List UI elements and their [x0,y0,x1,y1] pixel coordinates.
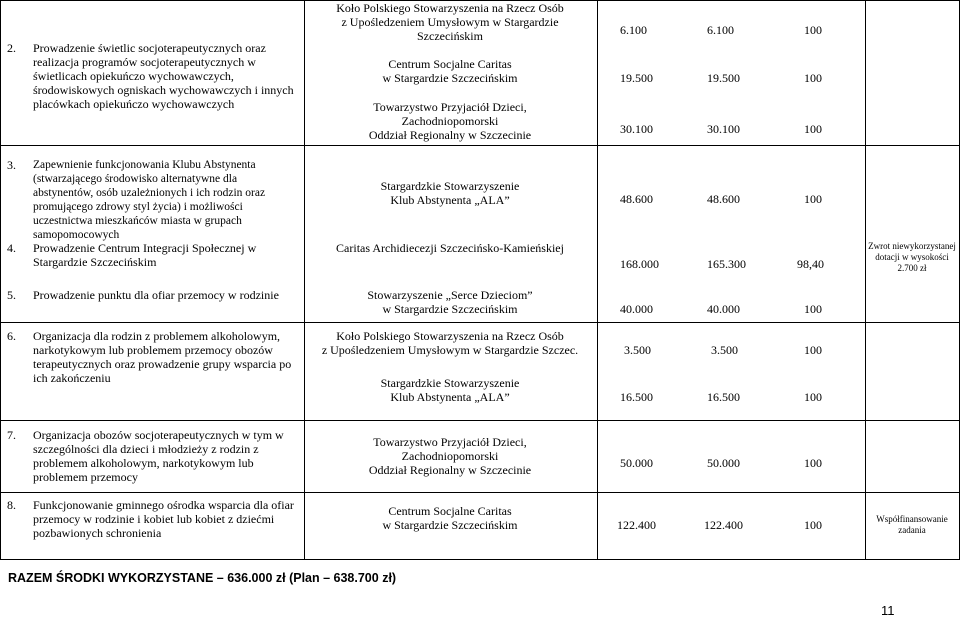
used-amount: 6.100 [707,23,734,37]
grid-line [0,492,960,493]
row-number: 6. [7,329,16,343]
planned-amount: 122.400 [617,518,656,532]
planned-amount: 30.100 [620,122,653,136]
percent-used: 98,40 [797,257,824,271]
row-number: 4. [7,241,16,255]
percent-used: 100 [804,343,822,357]
organization-name: Towarzystwo Przyjaciół Dzieci, Zachodniopomorski Oddział Regionalny w Szczecinie [368,100,532,142]
planned-amount: 16.500 [620,390,653,404]
planned-amount: 19.500 [620,71,653,85]
percent-used: 100 [804,192,822,206]
percent-used: 100 [804,122,822,136]
planned-amount: 168.000 [620,257,659,271]
grid-line [0,420,960,421]
used-amount: 16.500 [707,390,740,404]
percent-used: 100 [804,71,822,85]
row-number: 8. [7,498,16,512]
used-amount: 165.300 [707,257,746,271]
organization-name: Koło Polskiego Stowarzyszenia na Rzecz Osób z Upośledzeniem Umysłowym w Stargardzie Szczecińskim [336,1,564,43]
task-description: Zapewnienie funkcjonowania Klubu Abstynenta (stwarzającego środowisko alternatywne dla abstynentów, osób uzależnionych i ich rodzin oraz promującego zdrowy styl życia) i możliwości uczestnictwa mieszkańców miasta w grupach samopomocowych [33,159,266,241]
organization-name: Towarzystwo Przyjaciół Dzieci, Zachodniopomorski Oddział Regionalny w Szczecinie [368,435,532,477]
row-number: 2. [7,41,16,55]
note: Współfinansowanie zadania [876,514,948,535]
note: Zwrot niewykorzystanej dotacji w wysokości 2.700 zł [868,241,956,273]
percent-used: 100 [804,23,822,37]
grid-line [597,0,598,560]
planned-amount: 48.600 [620,192,653,206]
grid-line [0,559,960,560]
organization-name: Stargardzkie Stowarzyszenie Klub Abstynenta „ALA” [380,179,520,207]
organization-name: Centrum Socjalne Caritas w Stargardzie Szczecińskim [382,57,518,85]
task-description: Funkcjonowanie gminnego ośrodka wsparcia dla ofiar przemocy w rodzinie i kobiet lub kobiet z dziećmi pozbawionych schronienia [33,498,294,540]
organization-name: Caritas Archidiecezji Szczecińsko-Kamieńskiej [336,241,564,255]
used-amount: 30.100 [707,122,740,136]
planned-amount: 40.000 [620,302,653,316]
used-amount: 50.000 [707,456,740,470]
used-amount: 48.600 [707,192,740,206]
percent-used: 100 [804,518,822,532]
percent-used: 100 [804,302,822,316]
row-number: 5. [7,288,16,302]
grid-line [0,322,960,323]
percent-used: 100 [804,456,822,470]
grid-line [0,0,1,560]
total-summary: RAZEM ŚRODKI WYKORZYSTANE – 636.000 zł (Plan – 638.700 zł) [8,571,397,585]
task-description: Organizacja obozów socjoterapeutycznych w tym w szczególności dla dzieci i młodzieży z rodzin z problemem alkoholowym, narkotykowym lub problemem przemocy [33,428,284,484]
task-description: Organizacja dla rodzin z problemem alkoholowym, narkotykowym lub problemem przemocy obozów terapeutycznych oraz prowadzenie grupy wsparcia po ich zakończeniu [33,329,292,385]
used-amount: 19.500 [707,71,740,85]
task-description: Prowadzenie Centrum Integracji Społecznej w Stargardzie Szczecińskim [33,241,257,269]
planned-amount: 6.100 [620,23,647,37]
grid-line [865,0,866,560]
planned-amount: 50.000 [620,456,653,470]
used-amount: 122.400 [704,518,743,532]
used-amount: 40.000 [707,302,740,316]
row-number: 7. [7,428,16,442]
task-description: Prowadzenie świetlic socjoterapeutycznych oraz realizacja programów socjoterapeutycznych w świetlicach opiekuńczo wychowawczych, środowiskowych ogniskach wychowawczych i innych placówkach opiekuńczo wychowawczych [33,41,294,111]
task-description: Prowadzenie punktu dla ofiar przemocy w rodzinie [33,288,279,302]
organization-name: Koło Polskiego Stowarzyszenia na Rzecz Osób z Upośledzeniem Umysłowym w Stargardzie Szczec. [321,329,579,357]
page-number: 11 [881,603,895,618]
grid-line [0,145,960,146]
organization-name: Stargardzkie Stowarzyszenie Klub Abstynenta „ALA” [380,376,520,404]
organization-name: Stowarzyszenie „Serce Dzieciom” w Stargardzie Szczecińskim [367,288,533,316]
row-number: 3. [7,158,16,172]
used-amount: 3.500 [711,343,738,357]
organization-name: Centrum Socjalne Caritas w Stargardzie Szczecińskim [382,504,518,532]
planned-amount: 3.500 [624,343,651,357]
percent-used: 100 [804,390,822,404]
